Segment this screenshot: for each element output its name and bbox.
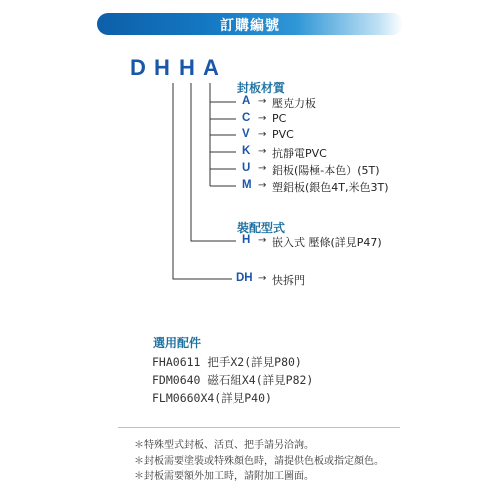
connector-quick-door [173,83,232,279]
option-code-m: M [242,179,252,191]
option-code-a: A [242,95,251,107]
accessory-line-handle: FHA0611 把手X2(詳見P80) [152,355,302,369]
option-code-dh: DH [236,272,253,284]
accessory-line-magnet: FDM0640 磁石組X4(詳見P82) [152,373,314,387]
arrow-icon: → [258,113,267,124]
arrow-icon: → [258,146,267,157]
option-code-u: U [242,162,251,174]
option-text-embedded-strip: 嵌入式 壓條(詳見P47) [272,236,382,249]
group-heading-material: 封板材質 [237,81,286,95]
notes-divider [118,427,400,428]
option-code-v: V [242,128,250,140]
arrow-icon: → [258,96,267,107]
code-letter-h1: H [154,55,170,80]
option-code-k: K [242,145,251,157]
option-text-acrylic: 壓克力板 [272,97,316,110]
arrow-icon: → [258,163,267,174]
note-coating-color: ＊封板需要塗裝或特殊顏色時，請提供色板或指定顏色。 [134,456,384,467]
group-heading-assembly: 裝配型式 [237,221,286,235]
connector-assembly [191,83,236,241]
arrow-icon: → [258,129,267,140]
accessories-title: 選用配件 [153,336,202,350]
code-letter-d: D [130,55,146,80]
note-extra-machining: ＊封板需要額外加工時，請附加工圖面。 [134,471,314,482]
code-letter-a: A [203,55,219,80]
option-text-quick-release-door: 快拆門 [272,274,305,287]
header-title: 訂購編號 [220,18,280,34]
option-text-pvc: PVC [272,128,294,141]
arrow-icon: → [258,235,267,246]
arrow-icon: → [258,273,267,284]
code-letter-h2: H [179,55,195,80]
option-text-aluminum: 鋁板(陽極-本色）(5T) [272,164,380,177]
option-text-pc: PC [272,112,287,125]
accessory-line-strip: FLM0660X4(詳見P40) [152,391,272,405]
option-code-c: C [242,112,251,124]
arrow-icon: → [258,180,267,191]
option-text-antistatic-pvc: 抗靜電PVC [272,147,327,160]
option-text-plastic-aluminum: 塑鋁板(銀色4T,米色3T) [272,181,389,194]
option-code-h: H [242,234,251,246]
note-special-types: ＊特殊型式封板、活頁、把手請另洽詢。 [134,440,314,451]
